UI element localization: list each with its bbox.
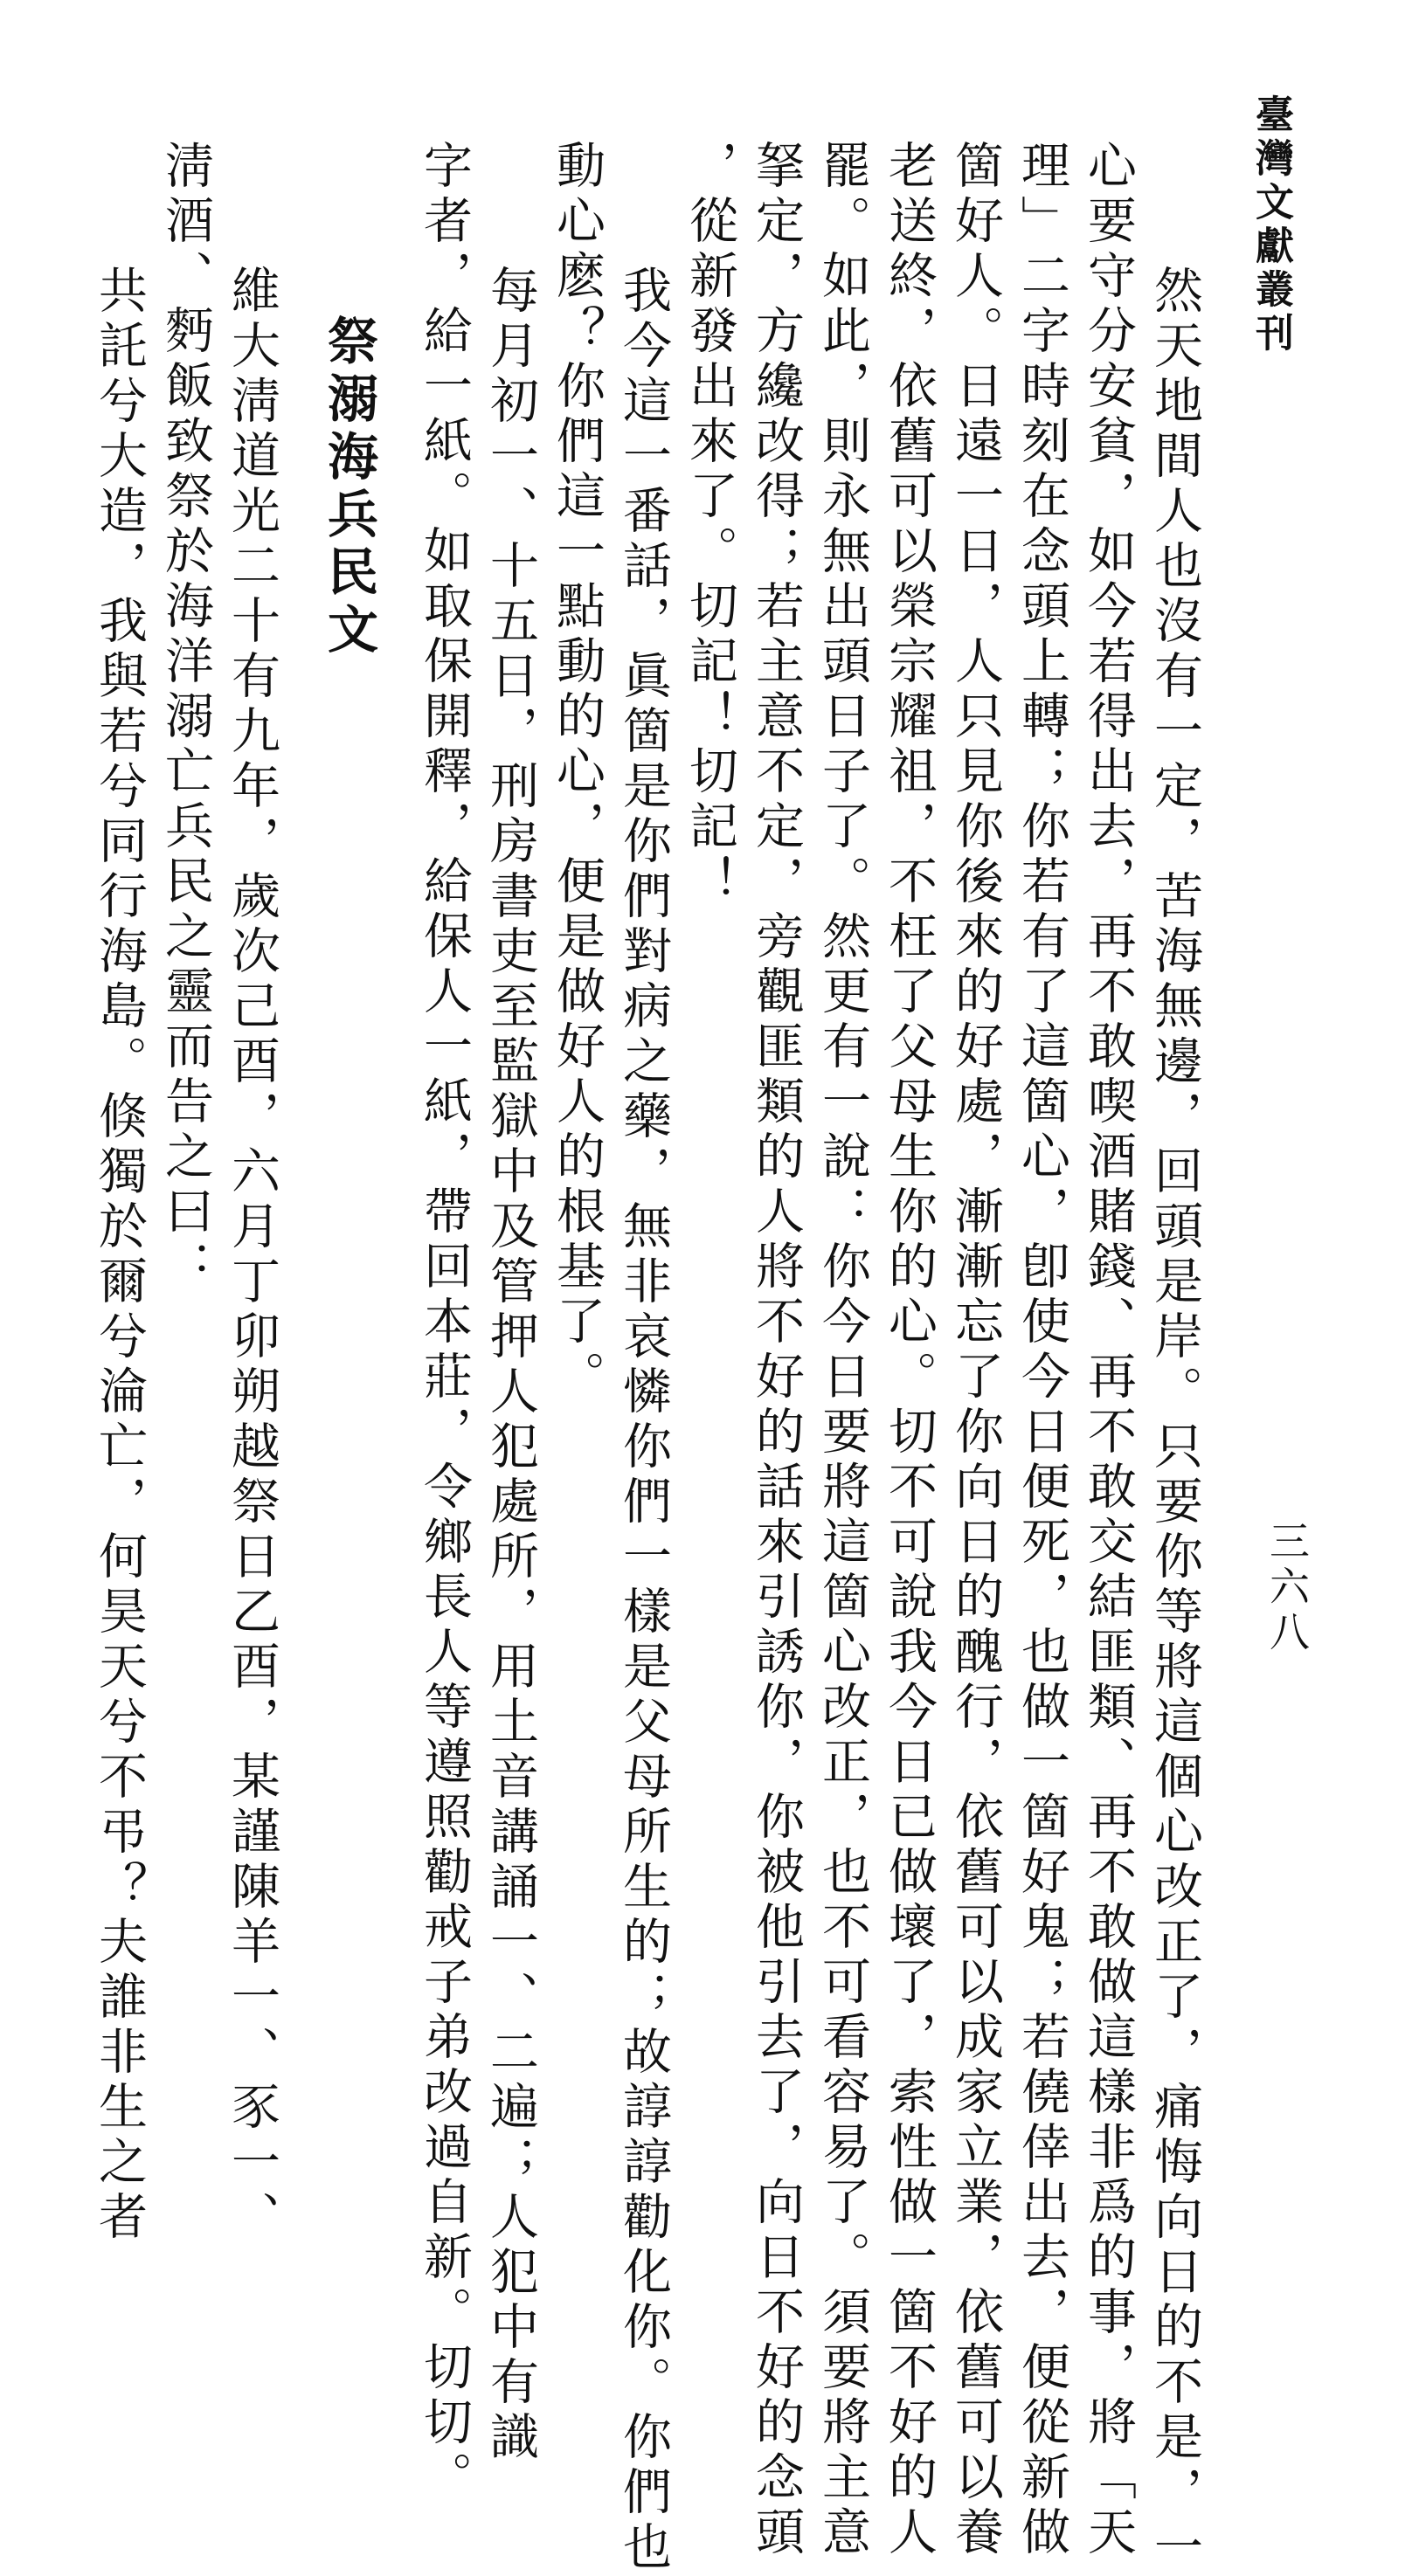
text-column: 維大淸道光二十有九年，歲次己酉，六月丁卯朔越祭日乙酉，某謹陳羊一、豕一、 <box>224 210 280 2246</box>
text-column: 罷。如此，則永無出頭日子了。然更有一說：你今日要將這箇心改正，也不可看容易了。須要將主意 <box>814 140 871 2561</box>
text-column: 心要守分安貧，如今若得出去，再不敢喫酒賭錢、再不敢交結匪類、再不敢做這樣非爲的事，將「天 <box>1080 140 1137 2561</box>
text-column: 老送終，依舊可以榮宗耀祖，不枉了父母生你的心。切不可說我今日已做壞了，索性做一箇不好的人 <box>881 140 938 2561</box>
page-number: 三六八 <box>1263 1520 1311 1656</box>
book-title: 臺灣文獻叢刊 <box>1249 94 1293 356</box>
text-column: 理」二字時刻在念頭上轉；你若有了這箇心，卽使今日便死，也做一箇好鬼；若僥倖出去，便從新做 <box>1014 140 1070 2561</box>
text-column: 我今這一番話，眞箇是你們對病之藥，無非哀憐你們一樣是父母所生的；故諄諄勸化你。你們也 <box>615 210 672 2576</box>
text-column: 箇好人。日遠一日，人只見你後來的好處，漸漸忘了你向日的醜行，依舊可以成家立業，依舊可以養 <box>947 140 1004 2561</box>
text-column: ，從新發出來了。切記！切記！ <box>682 140 738 910</box>
section-title: 祭溺海兵民文 <box>319 314 378 660</box>
text-column: 動心麽？你們這一點動的心，便是做好人的根基了。 <box>549 140 606 1405</box>
text-column: 共託兮大造，我與若兮同行海島。倏獨於爾兮淪亡，何昊天兮不弔？夫誰非生之者 <box>91 210 148 2246</box>
text-column: 拏定，方纔改得；若主意不定，旁觀匪類的人將不好的話來引誘你，你被他引去了，向日不好的念頭 <box>748 140 805 2561</box>
text-column: 每月初一、十五日，刑房書吏至監獄中及管押人犯處所，用土音講誦一、二遍；人犯中有識 <box>482 210 539 2466</box>
text-column: 字者，給一紙。如取保開釋，給保人一紙，帶回本莊，令鄉長人等遵照勸戒子弟改過自新。切切。 <box>416 140 473 2506</box>
text-column: 然天地間人也沒有一定，苦海無邊，回頭是岸。只要你等將這個心改正了，痛悔向日的不是，一 <box>1146 210 1203 2576</box>
text-column: 淸酒、麪飯致祭於海洋溺亡兵民之靈而告之曰： <box>157 140 214 1295</box>
